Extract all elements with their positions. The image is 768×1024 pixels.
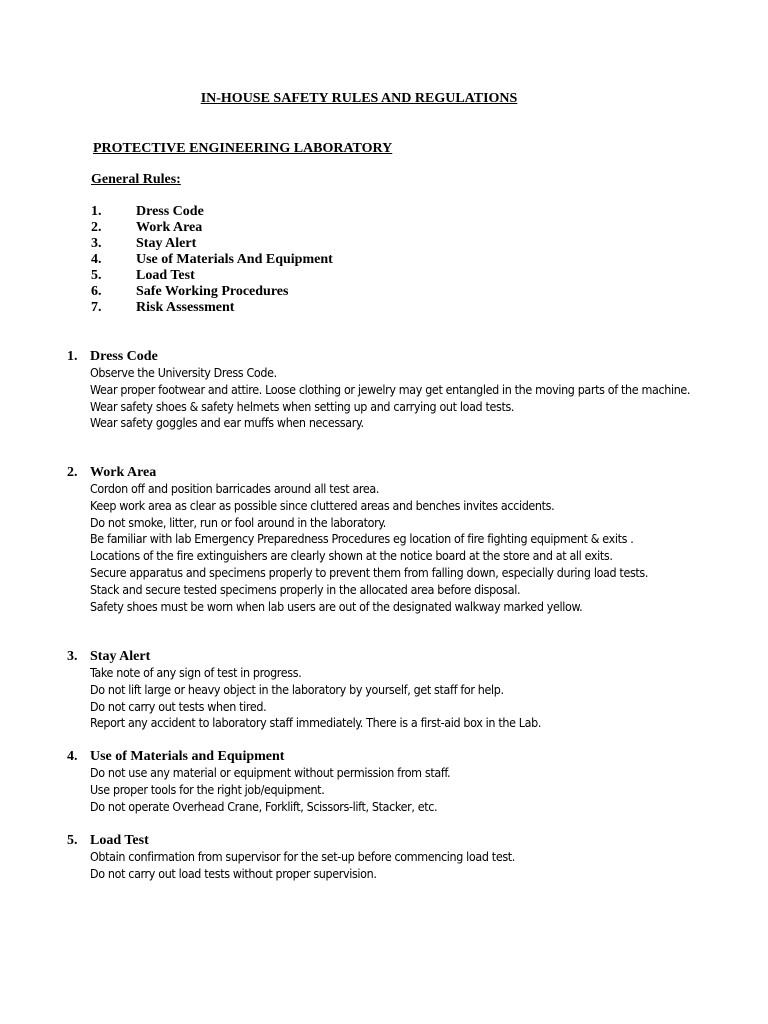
rule-line: Keep work area as clear as possible since cluttered areas and benches invites accidents. <box>90 497 555 513</box>
section-rules <box>67 481 707 615</box>
general-rule-item <box>91 220 333 236</box>
document-title: IN-HOUSE SAFETY RULES AND REGULATIONS <box>200 91 518 106</box>
rule-line: Do not carry out load tests without proper supervision. <box>90 865 377 881</box>
rule-line: Wear safety goggles and ear muffs when necessary. <box>90 415 364 431</box>
general-rule-label: Dress Code <box>136 204 204 219</box>
rule-line: Be familiar with lab Emergency Preparedness Procedures eg location of fire fighting equipment & exits . <box>90 531 634 547</box>
lab-title: PROTECTIVE ENGINEERING LABORATORY <box>93 141 393 156</box>
general-rule-number: 3. <box>91 236 102 251</box>
section-heading <box>67 348 707 365</box>
general-rules-list <box>91 204 333 316</box>
general-rule-label: Risk Assessment <box>136 300 235 315</box>
general-rule-item <box>91 236 333 252</box>
section-number: 1. <box>67 349 78 364</box>
general-rule-item <box>91 252 333 268</box>
general-rule-number: 1. <box>91 204 102 219</box>
section-rules <box>67 849 707 883</box>
rule-line: Take note of any sign of test in progress. <box>90 665 302 680</box>
rule-line: Use proper tools for the right job/equipment. <box>90 781 325 797</box>
section-number: 2. <box>67 465 78 480</box>
section-dress-code <box>67 348 707 432</box>
general-rule-number: 7. <box>91 300 102 315</box>
general-rule-label: Work Area <box>136 220 203 235</box>
section-heading <box>67 464 707 481</box>
section-heading <box>67 748 707 765</box>
general-rule-label: Load Test <box>136 268 195 283</box>
general-rule-number: 5. <box>91 268 102 283</box>
section-stay-alert <box>67 648 707 732</box>
rule-line: Report any accident to laboratory staff immediately. There is a first-aid box in the Lab. <box>90 715 542 731</box>
general-rule-number: 6. <box>91 284 102 299</box>
rule-line: Do not operate Overhead Crane, Forklift, Scissors-lift, Stacker, etc. <box>90 798 438 814</box>
rule-line: Observe the University Dress Code. <box>90 365 277 380</box>
rule-line: Wear proper footwear and attire. Loose clothing or jewelry may get entangled in the moving parts of the machine. <box>90 381 691 397</box>
section-rules <box>67 765 707 815</box>
rule-line: Wear safety shoes & safety helmets when setting up and carrying out load tests. <box>90 398 515 414</box>
general-rule-label: Use of Materials And Equipment <box>136 252 333 267</box>
section-heading <box>67 648 707 665</box>
general-rule-item <box>91 300 333 316</box>
section-title: Use of Materials and Equipment <box>90 749 285 764</box>
section-number: 5. <box>67 833 78 848</box>
general-rule-number: 4. <box>91 252 102 267</box>
general-rule-item <box>91 204 333 220</box>
rule-line: Safety shoes must be worn when lab users are out of the designated walkway marked yellow. <box>90 598 583 614</box>
rule-line: Locations of the fire extinguishers are clearly shown at the notice board at the store and at all exits. <box>90 548 613 564</box>
section-title: Dress Code <box>90 349 158 364</box>
rule-line: Obtain confirmation from supervisor for the set-up before commencing load test. <box>90 849 515 864</box>
section-title: Stay Alert <box>90 649 151 664</box>
section-number: 4. <box>67 749 78 764</box>
rule-line: Do not carry out tests when tired. <box>90 698 267 714</box>
section-load-test <box>67 832 707 883</box>
general-rule-number: 2. <box>91 220 102 235</box>
section-rules <box>67 365 707 432</box>
general-rules-heading: General Rules: <box>91 172 181 187</box>
section-work-area <box>67 464 707 615</box>
section-title: Work Area <box>90 465 157 480</box>
rule-line: Do not smoke, litter, run or fool around in the laboratory. <box>90 514 386 530</box>
general-rule-item <box>91 268 333 284</box>
section-rules <box>67 665 707 732</box>
section-title: Load Test <box>90 833 149 848</box>
rule-line: Secure apparatus and specimens properly to prevent them from falling down, especially during load tests. <box>90 564 649 580</box>
section-heading <box>67 832 707 849</box>
section-number: 3. <box>67 649 78 664</box>
section-materials-equipment <box>67 748 707 815</box>
rule-line: Cordon off and position barricades around all test area. <box>90 481 380 496</box>
rule-line: Do not use any material or equipment without permission from staff. <box>90 765 451 780</box>
rule-line: Do not lift large or heavy object in the laboratory by yourself, get staff for help. <box>90 681 504 697</box>
general-rule-item <box>91 284 333 300</box>
rule-line: Stack and secure tested specimens properly in the allocated area before disposal. <box>90 581 521 597</box>
general-rule-label: Stay Alert <box>136 236 197 251</box>
general-rule-label: Safe Working Procedures <box>136 284 289 299</box>
